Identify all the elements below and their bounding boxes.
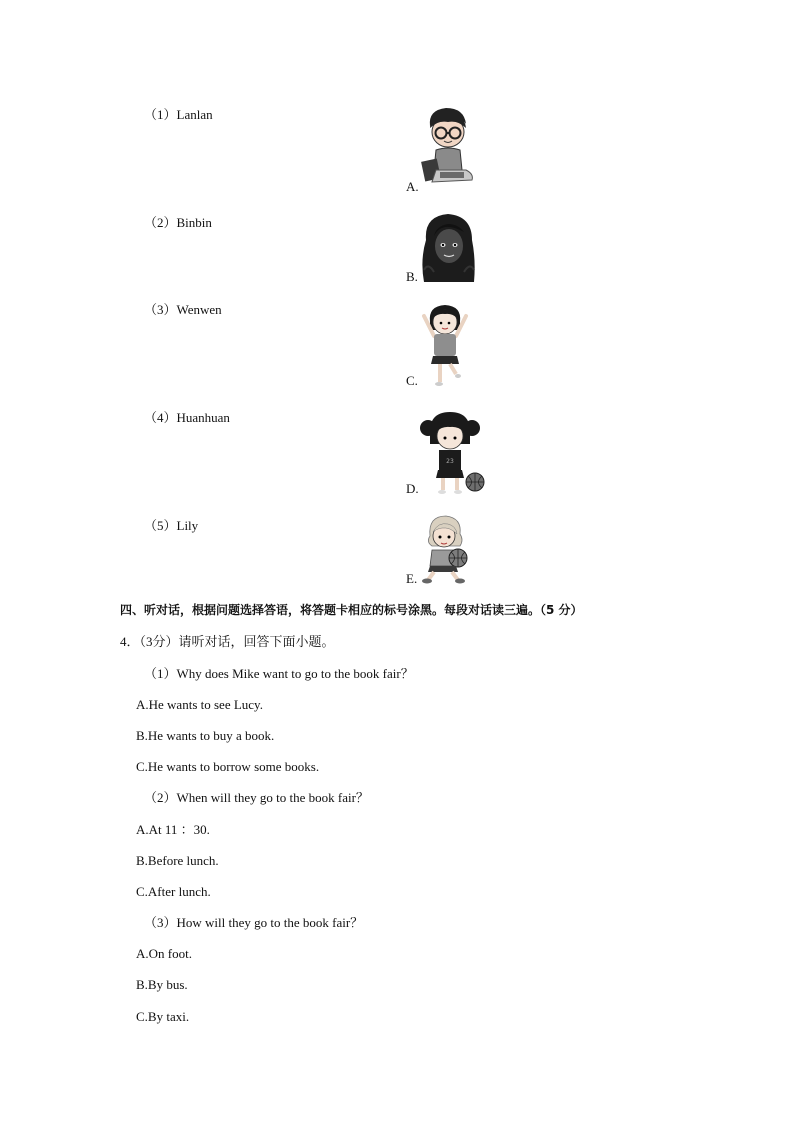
boy-reading-icon [418,104,478,186]
question-2-option-c: C.After lunch. [136,884,211,899]
question-3-option-c: C.By taxi. [136,1009,190,1024]
name-lanlan: （1）Lanlan [144,107,213,122]
girl-dribbling-icon [420,512,474,584]
question-3: （3）How will they go to the book fair？ [144,915,364,930]
question-intro: 4．（3分）请听对话，回答下面小题。 [120,634,335,649]
question-2: （2）When will they go to the book fair？ [144,790,369,805]
option-letter-c: C. [406,373,418,388]
option-letter-b: B. [406,269,418,284]
girl-waving-icon [420,300,470,388]
name-lily: （5）Lily [144,518,199,533]
option-letter-d: D. [406,481,419,496]
question-2-option-b: B.Before lunch. [136,853,219,868]
question-1-option-a: A.He wants to see Lucy. [136,697,263,712]
section-heading: 四、听对话，根据问题选择答语，将答题卡相应的标号涂黑。每段对话读三遍。（5 分） [120,603,583,617]
question-3-option-b: B.By bus. [136,977,188,992]
question-1: （1）Why does Mike want to go to the book fair？ [144,666,414,681]
option-letter-e: E. [406,571,418,586]
option-letter-a: A. [406,179,419,194]
question-3-option-a: A.On foot. [136,946,192,961]
question-1-option-c: C.He wants to borrow some books. [136,759,320,774]
name-wenwen: （3）Wenwen [144,302,222,317]
question-1-option-b: B.He wants to buy a book. [136,728,275,743]
svg-text:23: 23 [446,458,454,465]
name-binbin: （2）Binbin [144,215,212,230]
girl-basketball-icon [420,408,486,496]
girl-long-hair-icon [418,210,480,284]
name-huanhuan: （4）Huanhuan [144,410,230,425]
question-2-option-a: A.At 11 ：30. [136,822,210,837]
